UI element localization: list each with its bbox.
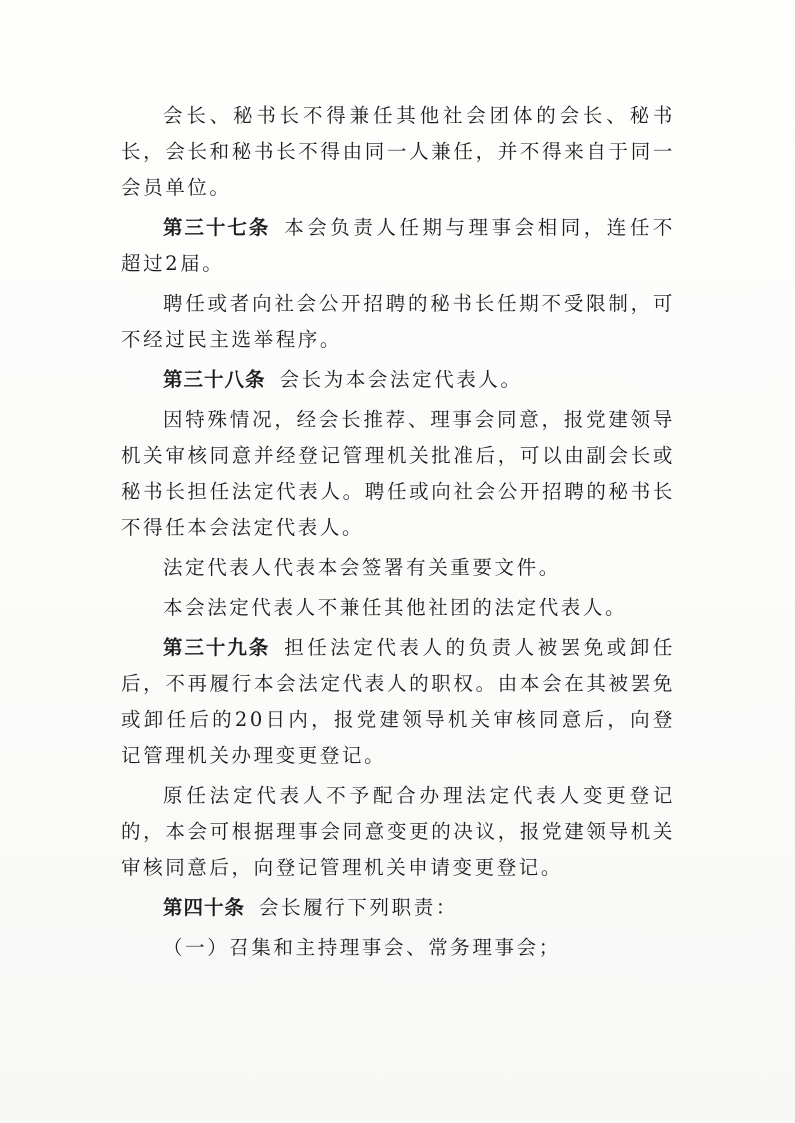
- article-heading-38: 第三十八条: [163, 368, 266, 391]
- paragraph-text: （一）召集和主持理事会、常务理事会；: [163, 936, 561, 959]
- paragraph-text: 本会法定代表人不兼任其他社团的法定代表人。: [163, 596, 628, 619]
- article-heading-37: 第三十七条: [163, 216, 271, 239]
- paragraph-text: 聘任或者向社会公开招聘的秘书长任期不受限制，可不经过民主选举程序。: [121, 292, 675, 351]
- paragraph-text: 会长、秘书长不得兼任其他社会团体的会长、秘书长，会长和秘书长不得由同一人兼任，并不得来自于同一会员单位。: [121, 104, 675, 199]
- article-37-paragraph: [121, 210, 675, 282]
- article-38-paragraph: [121, 362, 675, 398]
- paragraph-text: 担任法定代表人的负责人被罢免或卸任后，不再履行本会法定代表人的职权。由本会在其被罢免或卸任后的20日内，报党建领导机关审核同意后，向登记管理机关办理变更登记。: [121, 636, 675, 767]
- article-39-paragraph: [121, 630, 675, 774]
- paragraph-1: [121, 98, 675, 206]
- article-40-paragraph: [121, 890, 675, 926]
- paragraph-11: [121, 930, 675, 966]
- paragraph-6: [121, 550, 675, 586]
- paragraph-9: [121, 778, 675, 886]
- document-body: [121, 98, 675, 970]
- paragraph-text: 法定代表人代表本会签署有关重要文件。: [163, 556, 561, 579]
- paragraph-text: 原任法定代表人不予配合办理法定代表人变更登记的，本会可根据理事会同意变更的决议，报党建领导机关审核同意后，向登记管理机关申请变更登记。: [121, 784, 675, 879]
- article-heading-40: 第四十条: [163, 896, 246, 919]
- paragraph-5: [121, 402, 675, 546]
- paragraph-7: [121, 590, 675, 626]
- article-heading-39: 第三十九条: [163, 636, 271, 659]
- paragraph-text: 会长履行下列职责：: [259, 896, 458, 919]
- paragraph-text: 本会负责人任期与理事会相同，连任不超过2届。: [121, 216, 675, 275]
- paragraph-text: 因特殊情况，经会长推荐、理事会同意，报党建领导机关审核同意并经登记管理机关批准后，可以由副会长或秘书长担任法定代表人。聘任或向社会公开招聘的秘书长不得任本会法定代表人。: [121, 408, 675, 539]
- paragraph-3: [121, 286, 675, 358]
- paragraph-text: 会长为本会法定代表人。: [279, 368, 523, 391]
